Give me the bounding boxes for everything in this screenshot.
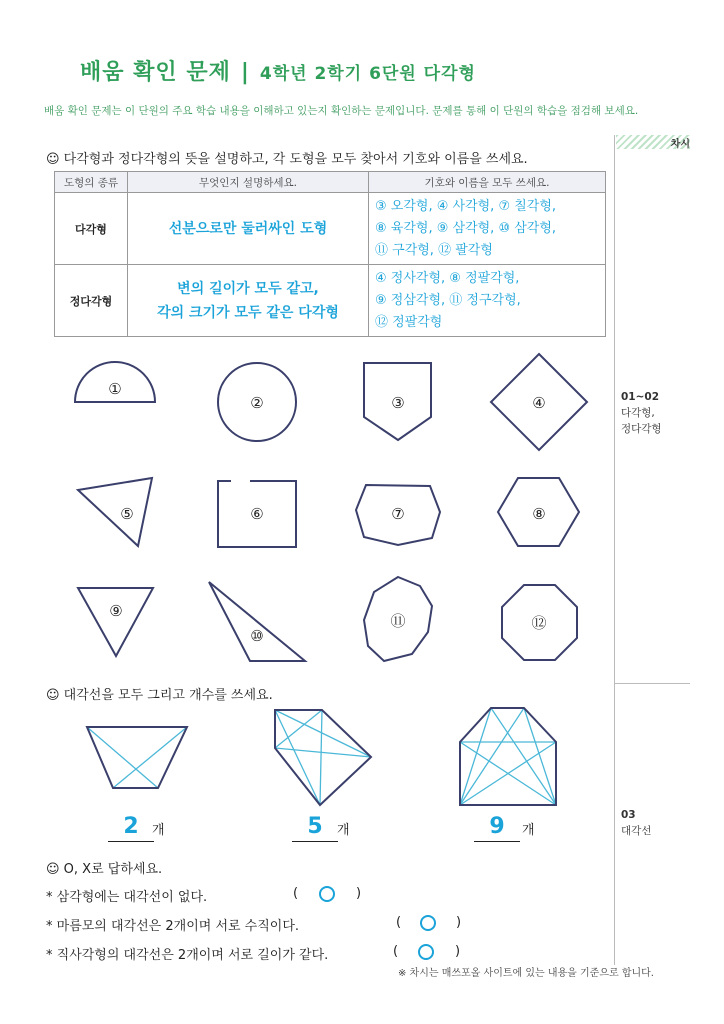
sidebar-divider-vertical — [614, 135, 615, 965]
shape-labels — [108, 380, 546, 645]
paren-open: ( — [293, 886, 299, 901]
row-answer — [369, 265, 606, 337]
paren-close: ) — [455, 944, 461, 959]
shapes-figure — [0, 340, 614, 680]
unit-label: 개 — [522, 823, 535, 838]
paren-open: ( — [396, 915, 402, 930]
title-subtitle: 4학년 2학기 6단원 다각형 — [259, 64, 476, 84]
sidebar-section-label: 정다각형 — [621, 423, 662, 435]
shape-label: ④ — [532, 394, 546, 412]
answer-underline — [108, 841, 154, 842]
hexagon-diagonals — [460, 708, 556, 805]
answer-line: ⑨ 정삼각형, ⑪ 정구각형, — [375, 292, 521, 308]
question-3-prompt: ☺ O, X로 답하세요. — [46, 862, 163, 877]
unit-label: 개 — [152, 823, 165, 838]
intro-text: 배움 확인 문제는 이 단원의 주요 학습 내용을 이해하고 있는지 확인하는 문제입니다. 문제를 통해 이 단원의 학습을 점검해 보세요. — [44, 105, 639, 117]
description-line: 선분으로만 둘러싸인 도형 — [168, 220, 328, 237]
row-answer — [369, 193, 606, 265]
diagonal-count-hexagon: 9 — [489, 814, 505, 839]
row-type: 다각형 — [55, 193, 128, 265]
table-header: 무엇인지 설명하세요. — [128, 172, 369, 193]
page-title — [80, 55, 476, 86]
answer-line: ④ 정사각형, ⑧ 정팔각형, — [375, 270, 520, 286]
answer-o-mark — [418, 944, 434, 960]
answer-line: ③ 오각형, ④ 사각형, ⑦ 칠각형, — [375, 198, 557, 214]
sidebar-section-code: 03 — [621, 809, 636, 821]
description-line: 각의 크기가 모두 같은 다각형 — [157, 304, 339, 321]
shape-label: ⑩ — [250, 627, 264, 645]
sidebar-section-diagonals — [621, 807, 651, 839]
paren-open: ( — [393, 944, 399, 959]
shape-label: ② — [250, 394, 264, 412]
sidebar-section-label: 다각형, — [621, 407, 655, 419]
shape-label: ⑤ — [120, 505, 134, 523]
shape-label: ⑦ — [391, 505, 405, 523]
sidebar-section-label: 대각선 — [621, 825, 652, 837]
shape-label: ⑧ — [532, 505, 546, 523]
table-header-row — [55, 172, 606, 193]
diagonal-count-pentagon: 5 — [307, 814, 323, 839]
answer-line: ⑫ 정팔각형 — [375, 314, 443, 330]
question-1-prompt: ☺ 다각형과 정다각형의 뜻을 설명하고, 각 도형을 모두 찾아서 기호와 이름을 쓰세요. — [46, 152, 528, 167]
question-2-prompt: ☺ 대각선을 모두 그리고 개수를 쓰세요. — [46, 688, 273, 703]
shape-label: ⑨ — [109, 602, 123, 620]
shape-label: ⑫ — [531, 614, 547, 632]
table-header: 기호와 이름을 모두 쓰세요. — [369, 172, 606, 193]
sidebar-divider-horizontal — [614, 683, 690, 684]
pentagon-diagonals — [275, 710, 371, 805]
row-description — [128, 265, 369, 337]
description-line: 변의 길이가 모두 같고, — [177, 280, 319, 297]
ox-statement: * 마름모의 대각선은 2개이며 서로 수직이다. — [46, 919, 300, 934]
shape-5-triangle — [78, 478, 152, 546]
row-type: 정다각형 — [55, 265, 128, 337]
shape-9-triangle — [78, 588, 153, 656]
answer-o-mark — [420, 915, 436, 931]
answer-o-mark — [319, 886, 335, 902]
table-header: 도형의 종류 — [55, 172, 128, 193]
diagonal-count-trapezoid: 2 — [123, 814, 139, 839]
shape-10-triangle — [209, 582, 305, 661]
unit-label: 개 — [337, 823, 350, 838]
table-row — [55, 193, 606, 265]
diagonals-figure — [0, 700, 614, 810]
trapezoid-diagonals — [87, 727, 187, 788]
shape-label: ⑥ — [250, 505, 264, 523]
ox-statement: * 직사각형의 대각선은 2개이며 서로 길이가 같다. — [46, 948, 329, 963]
answer-line: ⑧ 육각형, ⑨ 삼각형, ⑩ 삼각형, — [375, 220, 557, 236]
table-row — [55, 265, 606, 337]
title-separator: | — [240, 60, 250, 85]
paren-close: ) — [456, 915, 462, 930]
shape-label: ③ — [391, 394, 405, 412]
ox-statement: * 삼각형에는 대각선이 없다. — [46, 890, 208, 905]
row-description — [128, 193, 369, 265]
sidebar-heading: 차시 — [616, 135, 690, 149]
paren-close: ) — [356, 886, 362, 901]
title-main: 배움 확인 문제 — [80, 60, 231, 85]
answer-table — [54, 171, 606, 337]
sidebar-section-code: 01~02 — [621, 391, 660, 403]
shape-label: ① — [108, 380, 122, 398]
answer-underline — [292, 841, 338, 842]
footnote: ※ 차시는 매쓰포올 사이트에 있는 내용을 기준으로 합니다. — [398, 968, 654, 979]
answer-underline — [474, 841, 520, 842]
sidebar-section-polygons — [621, 389, 662, 437]
shape-label: ⑪ — [390, 612, 406, 630]
answer-line: ⑪ 구각형, ⑫ 팔각형 — [375, 242, 493, 258]
